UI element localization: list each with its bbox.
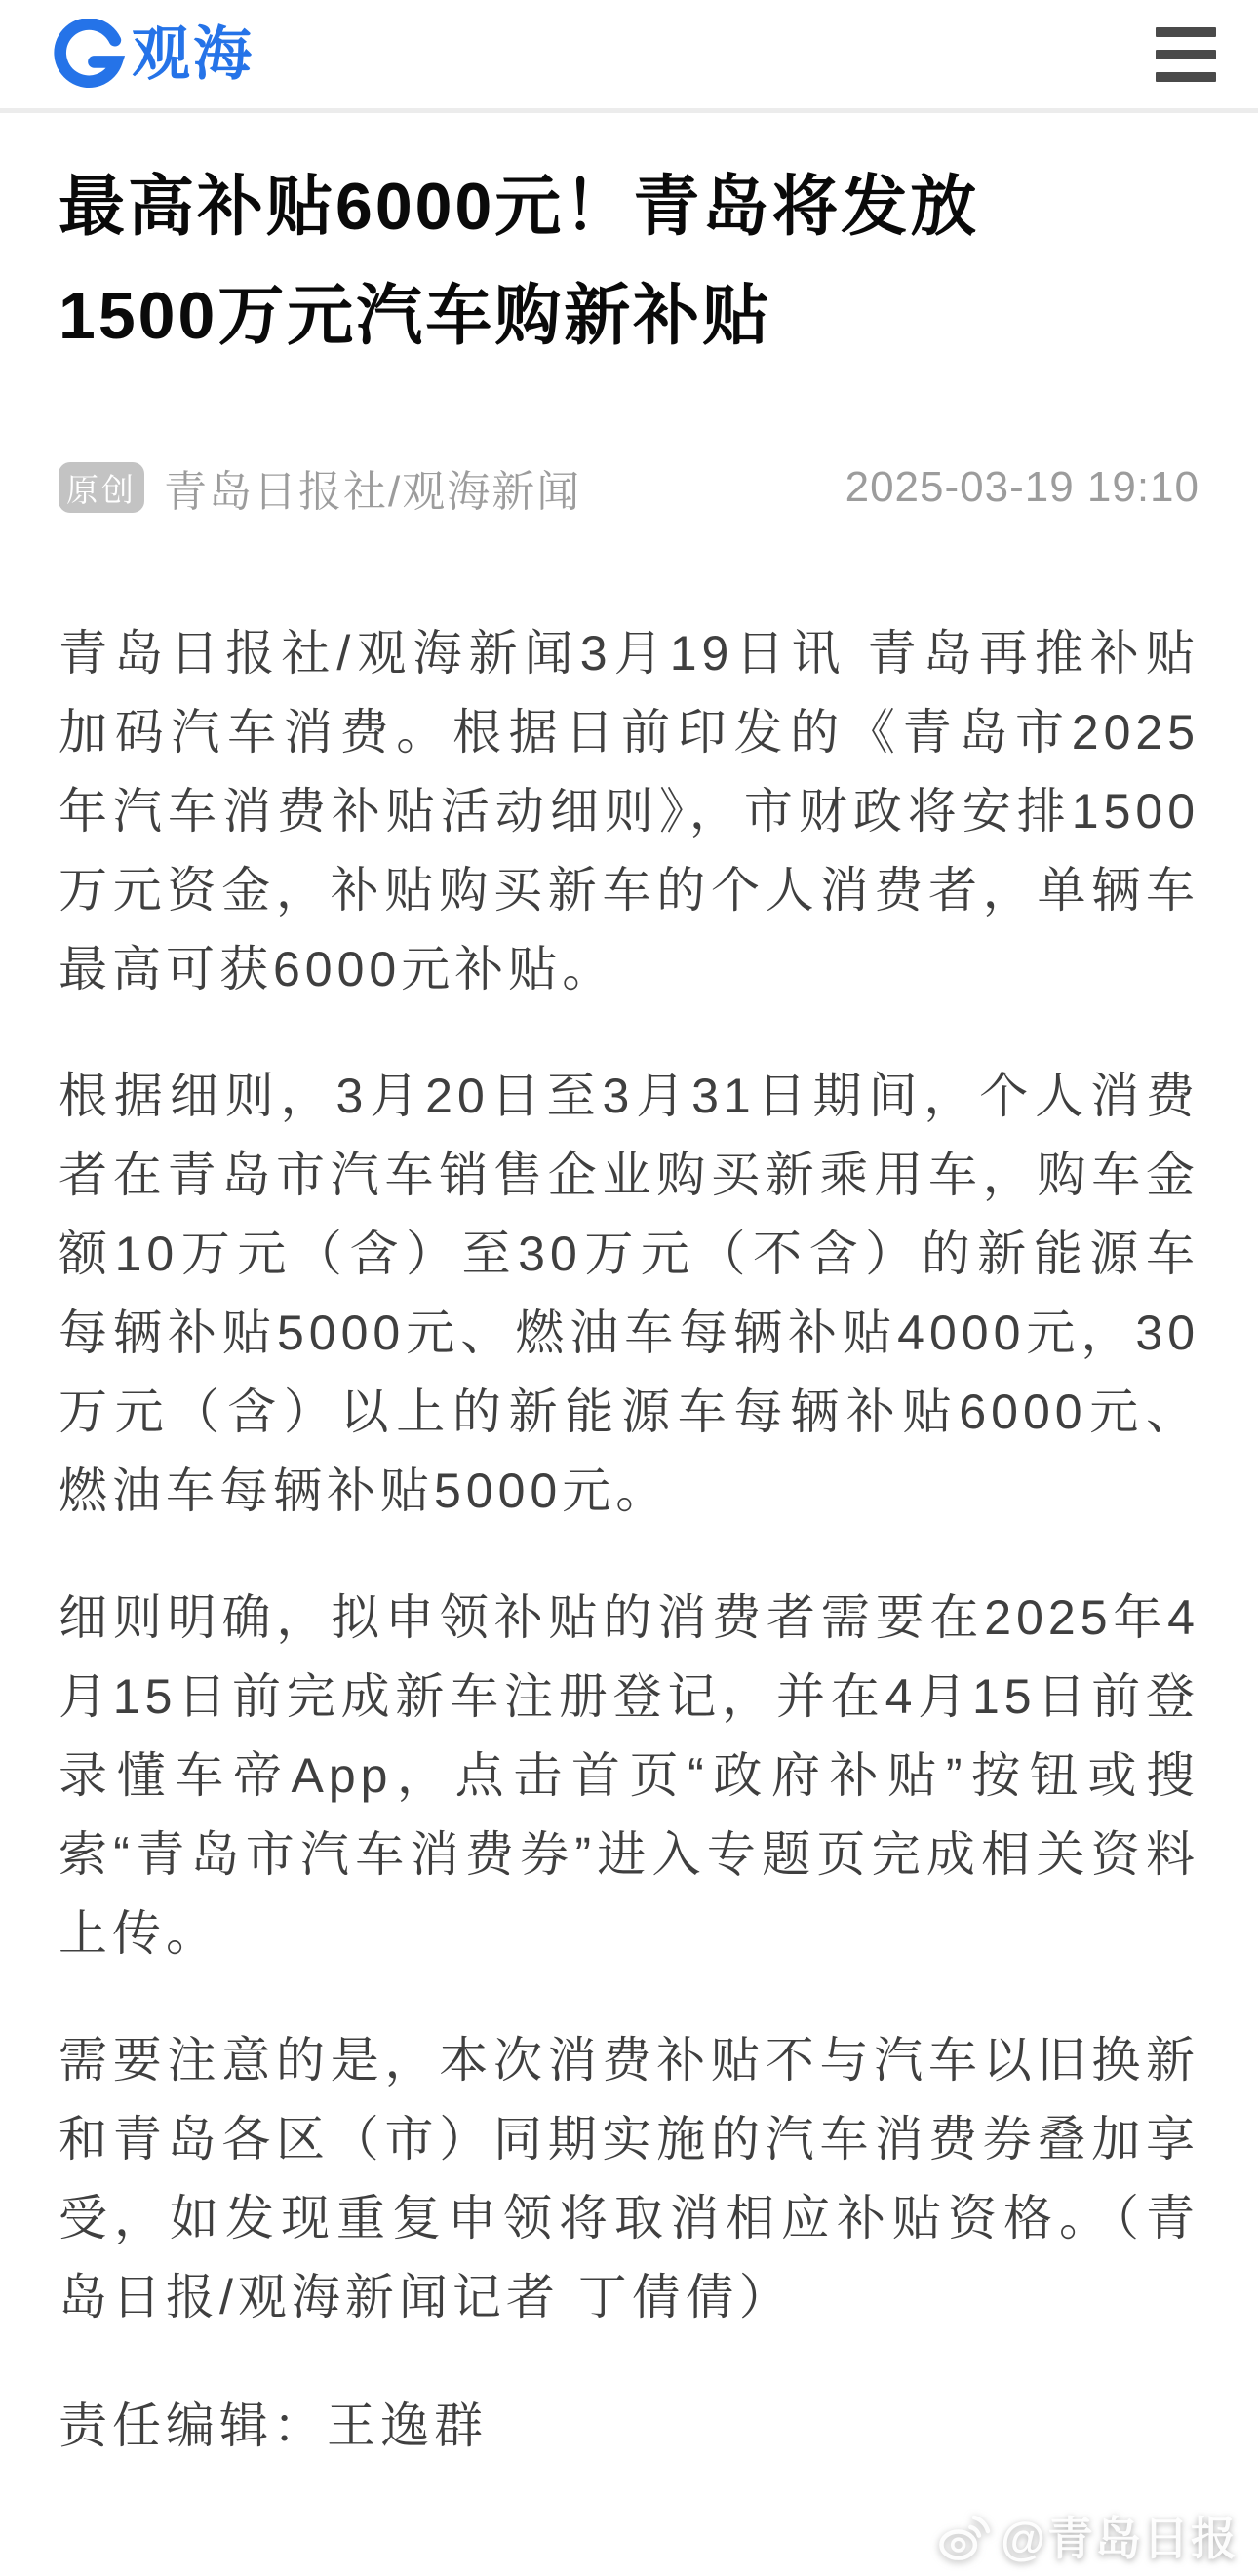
article-source[interactable]: 青岛日报社/观海新闻: [164, 468, 582, 516]
menu-bar: [1156, 72, 1216, 82]
article-byline: [59, 456, 1199, 519]
paragraph: 青岛日报社/观海新闻3月19日讯 青岛再推补贴加码汽车消费。根据日前印发的《青岛市2025年汽车消费补贴活动细则》，市财政将安排1500万元资金，补贴购买新车的个人消费者，单辆车最高可获6000元补贴。: [59, 626, 1199, 996]
weibo-watermark: [936, 2503, 1238, 2568]
guanhai-logo[interactable]: [54, 19, 255, 91]
logo-g-icon: [54, 19, 126, 91]
app-header: [0, 0, 1258, 113]
publish-datetime: 2025-03-19 19:10: [845, 463, 1199, 511]
menu-bar: [1156, 50, 1216, 59]
watermark-text: @青岛日报: [1001, 2513, 1238, 2564]
paragraph: 需要注意的是，本次消费补贴不与汽车以旧换新和青岛各区（市）同期实施的汽车消费券叠加享受，如发现重复申领将取消相应补贴资格。（青岛日报/观海新闻记者 丁倩倩）: [59, 2033, 1199, 2324]
paragraph: 细则明确，拟申领补贴的消费者需要在2025年4月15日前完成新车注册登记，并在4月15日前登录懂车帝App，点击首页“政府补贴”按钮或搜索“青岛市汽车消费券”进入专题页完成相关资料上传。: [59, 1590, 1199, 1961]
origin-badge: 原创: [59, 462, 144, 513]
article-title: 最高补贴6000元！青岛将发放1500万元汽车购新补贴: [59, 170, 980, 353]
hamburger-menu-icon[interactable]: [1156, 23, 1216, 86]
article-body: [0, 152, 1258, 2466]
menu-bar: [1156, 27, 1216, 37]
paragraph: 根据细则，3月20日至3月31日期间，个人消费者在青岛市汽车销售企业购买新乘用车，购车金额10万元（含）至30万元（不含）的新能源车每辆补贴5000元、燃油车每辆补贴4000元，30万元（含）以上的新能源车每辆补贴6000元、燃油车每辆补贴5000元。: [59, 1069, 1199, 1518]
editor-credit: 责任编辑：王逸群: [59, 2399, 488, 2453]
logo-wordmark: 观海: [132, 20, 255, 87]
article-paragraphs: [59, 614, 1199, 2466]
weibo-icon: [936, 2508, 993, 2564]
